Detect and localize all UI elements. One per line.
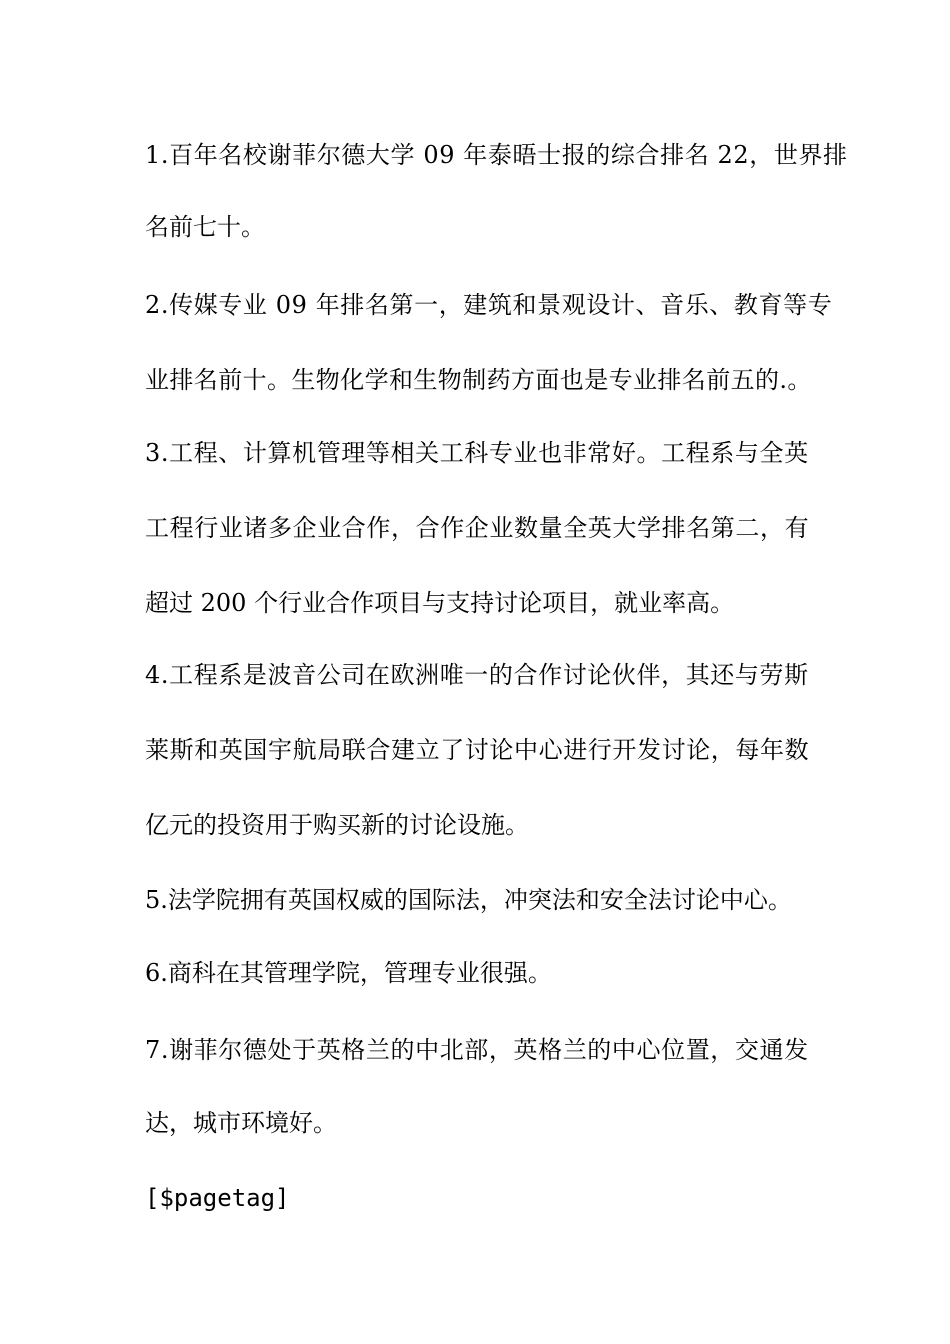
paragraph-7-line-1: 7.谢菲尔德处于英格兰的中北部，英格兰的中心位置，交通发: [145, 1036, 809, 1064]
paragraph-7-line-2: 达，城市环境好。: [145, 1109, 337, 1137]
paragraph-5-line-1: 5.法学院拥有英国权威的国际法，冲突法和安全法讨论中心。: [145, 886, 792, 914]
paragraph-4-line-2: 莱斯和英国宇航局联合建立了讨论中心进行开发讨论，每年数: [145, 736, 810, 764]
paragraph-4-line-1: 4.工程系是波音公司在欧洲唯一的合作讨论伙伴，其还与劳斯: [145, 661, 809, 689]
paragraph-3-line-1: 3.工程、计算机管理等相关工科专业也非常好。工程系与全英: [145, 439, 809, 467]
paragraph-3-line-3: 超过 200 个行业合作项目与支持讨论项目，就业率高。: [145, 589, 735, 617]
page-tag: [$pagetag]: [145, 1184, 290, 1212]
paragraph-2-line-2: 业排名前十。生物化学和生物制药方面也是专业排名前五的.。: [145, 366, 812, 394]
paragraph-4-line-3: 亿元的投资用于购买新的讨论设施。: [145, 811, 529, 839]
paragraph-3-line-2: 工程行业诸多企业合作，合作企业数量全英大学排名第二，有: [145, 514, 810, 542]
paragraph-2-line-1: 2.传媒专业 09 年排名第一，建筑和景观设计、音乐、教育等专: [145, 291, 833, 319]
paragraph-1-line-1: 1.百年名校谢菲尔德大学 09 年泰晤士报的综合排名 22，世界排: [145, 141, 848, 169]
paragraph-6-line-1: 6.商科在其管理学院，管理专业很强。: [145, 959, 552, 987]
paragraph-1-line-2: 名前七十。: [145, 213, 265, 241]
